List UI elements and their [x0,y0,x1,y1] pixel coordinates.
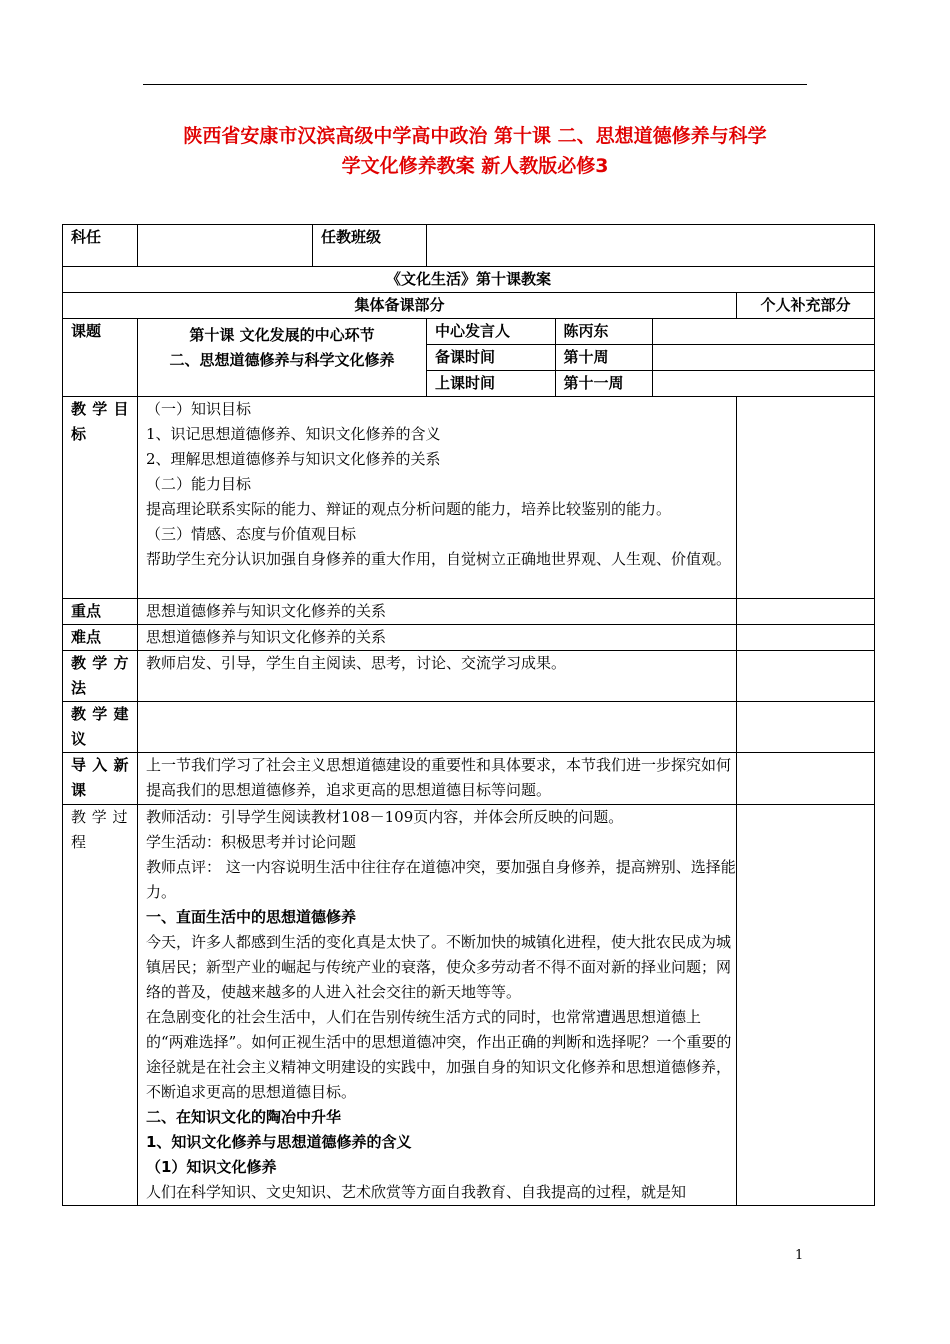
goal-line: 2、理解思想道德修养与知识文化修养的关系 [146,450,441,468]
speaker-label: 中心发言人 [427,319,555,345]
difficulty-label: 难点 [63,625,138,651]
process-heading: （1）知识文化修养 [146,1158,277,1176]
prep-time-value: 第十周 [555,345,652,371]
difficulty-personal [737,625,875,651]
goal-line: （三）情感、态度与价值观目标 [146,525,357,543]
goals-personal [737,397,875,599]
topic-line-2: 二、思想道德修养与科学文化修养 [169,351,395,369]
intro-label: 导 入 新 课 [63,753,138,805]
process-paragraph: 学生活动：积极思考并讨论问题 [146,833,357,851]
goal-line: 1、识记思想道德修养、知识文化修养的含义 [146,425,441,443]
class-value [427,225,875,267]
goal-line: 帮助学生充分认识加强自身修养的重大作用，自觉树立正确地世界观、人生观、价值观。 [146,550,732,568]
intro-personal [737,753,875,805]
goal-line: （一）知识目标 [146,400,252,418]
title-line-1: 陕西省安康市汉滨高级中学高中政治 第十课 二、思想道德修养与科学 [183,125,767,147]
class-time-note [652,371,874,397]
intro-value: 上一节我们学习了社会主义思想道德建设的重要性和具体要求，本节我们进一步探究如何提高我们的思想道德修养，追求更高的思想道德目标等问题。 [138,753,737,805]
process-content [138,805,737,1206]
key-personal [737,599,875,625]
method-value: 教师启发、引导，学生自主阅读、思考，讨论、交流学习成果。 [138,651,737,702]
process-paragraph: 教师点评： 这一内容说明生活中往往存在道德冲突，要加强自身修养，提高辨别、选择能力。 [146,858,736,901]
plan-heading-row [63,267,875,293]
method-row [63,651,875,702]
process-label: 教 学 过 程 [63,805,138,1206]
process-paragraph: 在急剧变化的社会生活中，人们在告别传统生活方式的同时，也常常遭遇思想道德上的“两难选择”。如何正视生活中的思想道德冲突，作出正确的判断和选择呢？一个重要的途径就是在社会主义精神文明建设的实践中，加强自身的知识文化修养和思想道德修养，不断追求更高的思想道德目标。 [146,1008,732,1101]
key-row [63,599,875,625]
process-paragraph: 今天，许多人都感到生活的变化真是太快了。不断加快的城镇化进程，使大批农民成为城镇居民；新型产业的崛起与传统产业的衰落，使众多劳动者不得不面对新的择业问题；网络的普及，使越来越多的人进入社会交往的新天地等等。 [146,933,732,1001]
process-heading: 二、在知识文化的陶冶中升华 [146,1108,342,1126]
difficulty-row [63,625,875,651]
topic-label: 课题 [63,319,138,397]
suggest-value [138,702,737,753]
topic-row [63,319,875,397]
subject-label: 科任 [63,225,138,267]
lesson-plan-table [62,224,875,1206]
class-label: 任教班级 [313,225,427,267]
section-row [63,293,875,319]
process-paragraph: 人们在科学知识、文史知识、艺术欣赏等方面自我教育、自我提高的过程，就是知 [146,1183,687,1201]
group-prep-heading: 集体备课部分 [63,293,737,319]
header-rule [143,84,807,85]
key-label: 重点 [63,599,138,625]
class-time-value: 第十一周 [555,371,652,397]
goal-line: 提高理论联系实际的能力、辩证的观点分析问题的能力，培养比较鉴别的能力。 [146,500,672,518]
goals-label: 教 学 目 标 [63,397,138,599]
prep-time-note [652,345,874,371]
subject-value [138,225,313,267]
speaker-note [652,319,874,345]
plan-heading: 《文化生活》第十课教案 [63,267,875,293]
title-line-2: 学文化修养教案 新人教版必修3 [341,155,609,177]
goals-content [138,397,737,599]
goals-row [63,397,875,599]
personal-heading: 个人补充部分 [737,293,875,319]
intro-row [63,753,875,805]
teacher-row [63,225,875,267]
suggest-personal [737,702,875,753]
method-label: 教 学 方 法 [63,651,138,702]
goal-line: （二）能力目标 [146,475,252,493]
topic-line-1: 第十课 文化发展的中心环节 [189,326,375,344]
suggest-row [63,702,875,753]
speaker-value: 陈丙东 [555,319,652,345]
method-personal [737,651,875,702]
process-personal [737,805,875,1206]
suggest-label: 教 学 建 议 [63,702,138,753]
schedule-table [427,319,874,396]
schedule-cell [427,319,875,397]
class-time-label: 上课时间 [427,371,555,397]
difficulty-value: 思想道德修养与知识文化修养的关系 [138,625,737,651]
process-heading: 一、直面生活中的思想道德修养 [146,908,357,926]
key-value: 思想道德修养与知识文化修养的关系 [138,599,737,625]
prep-time-label: 备课时间 [427,345,555,371]
process-paragraph: 教师活动：引导学生阅读教材108－109页内容，并体会所反映的问题。 [146,808,624,826]
page-number: 1 [795,1248,804,1263]
process-row [63,805,875,1206]
document-title [100,121,850,181]
topic-value [138,319,427,397]
process-heading: 1、知识文化修养与思想道德修养的含义 [146,1133,412,1151]
